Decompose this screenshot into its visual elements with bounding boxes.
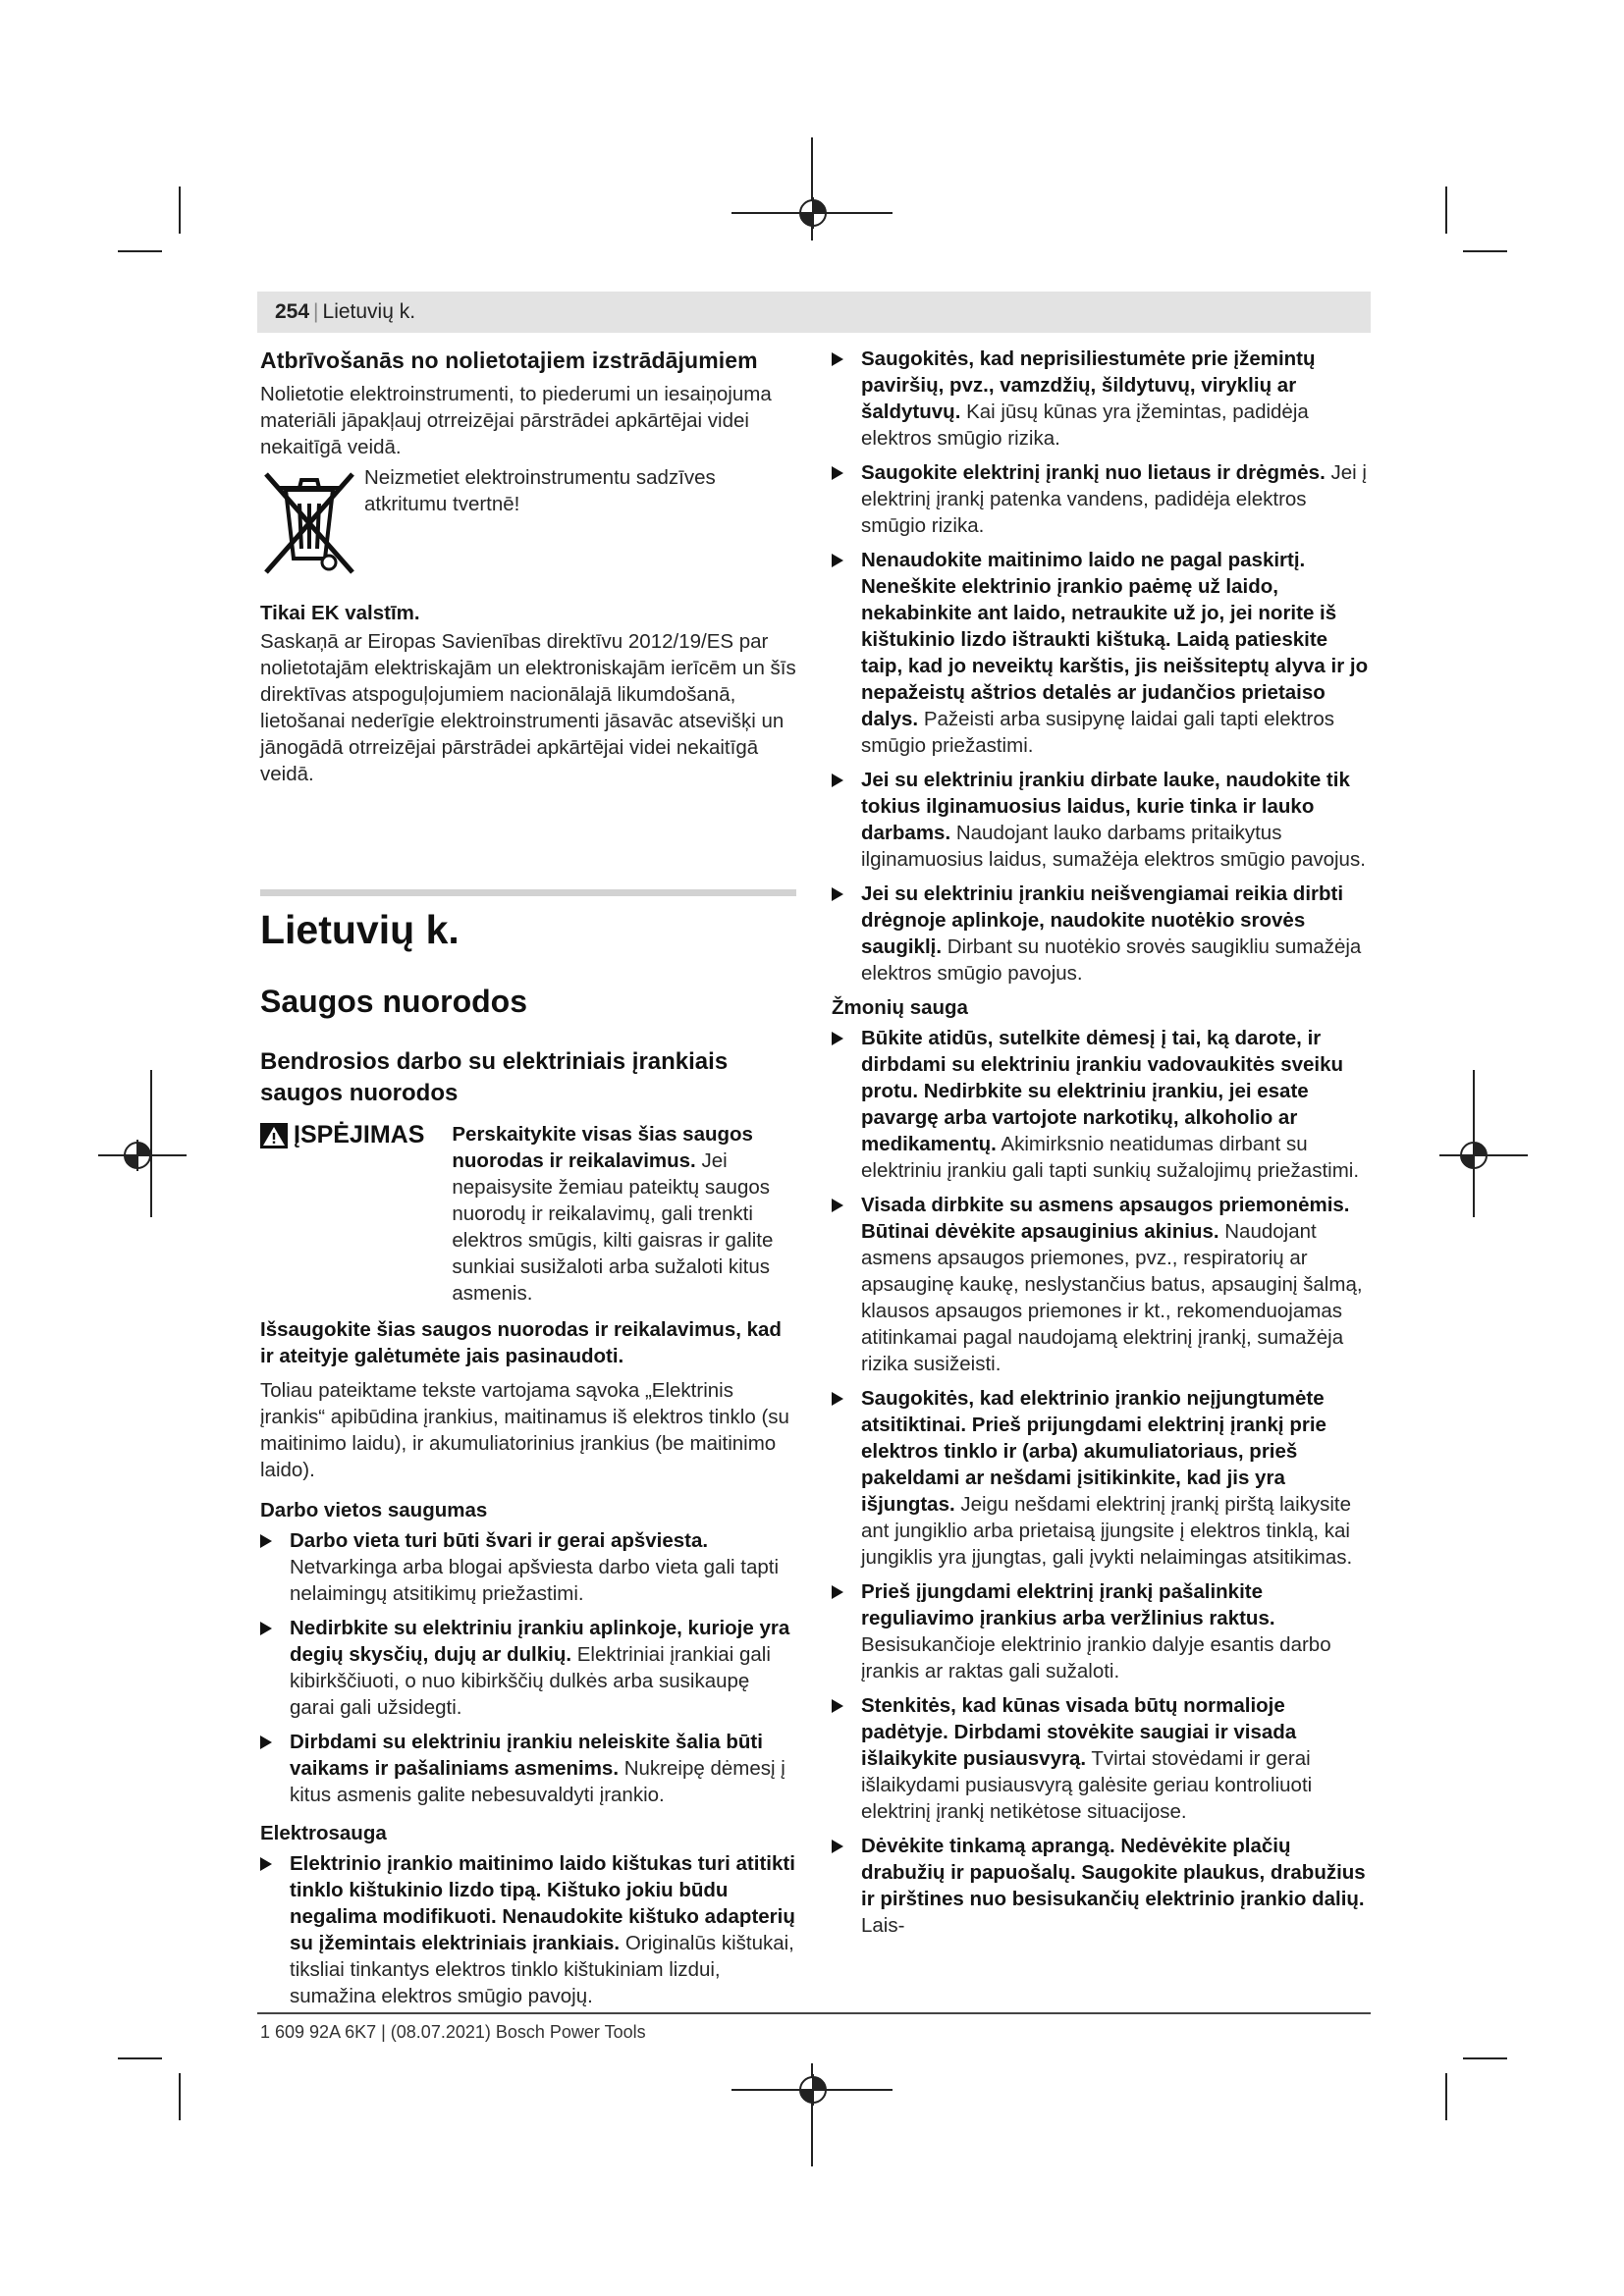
disposal-paragraph: Nolietotie elektroinstrumenti, to piederumi un iesaiņojuma materiāli jāpakļauj otrreizējai pārstrādei apkārtējai videi nekaitīgā veidā. — [260, 383, 772, 458]
list-item: Dėvėkite tinkamą aprangą. Nedėvėkite plačių drabužių ir papuošalų. Saugokite plaukus, drabužius ir pirštines nuo besisukančių elektrinio įrankio dalių. Lais- — [832, 1833, 1370, 1939]
bullet-arrow-icon — [260, 1735, 272, 1749]
list-item: Jei su elektriniu įrankiu dirbate lauke, naudokite tik tokius ilginamuosius laidus, kurie tinka ir lauko darbams. Naudojant lauko darbams pritaikytus ilginamuosius laidus, sumažėja elektros smūgio pavojus. — [832, 767, 1370, 873]
bullet-arrow-icon — [832, 1699, 843, 1713]
bullet-arrow-icon — [832, 352, 843, 366]
page-header — [257, 292, 1371, 333]
bullet-arrow-icon — [832, 466, 843, 480]
warning-block — [260, 1121, 796, 2017]
term-definition: Toliau pateiktame tekste vartojama sąvoka „Elektrinis įrankis“ apibūdina įrankius, maitinamus iš elektros tinklo (su maitinimo laidu), ir akumuliatorinius įrankius (be maitinimo laido). — [260, 1379, 789, 1481]
keep-instructions: Išsaugokite šias saugos nuorodas ir reikalavimus, kad ir ateityje galėtumėte jais pasinaudoti. — [260, 1318, 782, 1367]
list-item: Saugokite elektrinį įrankį nuo lietaus ir drėgmės. Jei į elektrinį įrankį patenka vandens, padidėja elektros smūgio rizika. — [832, 459, 1370, 539]
bullet-arrow-icon — [832, 1392, 843, 1406]
language-heading: Lietuvių k. — [260, 907, 460, 952]
crop-mark-bottom-left-v — [179, 2073, 181, 2120]
general-safety-heading: Bendrosios darbo su elektriniais įrankiais saugos nuorodos — [260, 1048, 729, 1106]
bullet-arrow-icon — [832, 774, 843, 787]
bullet-arrow-icon — [260, 1534, 272, 1548]
list-item: Stenkitės, kad kūnas visada būtų normalioje padėtyje. Dirbdami stovėkite saugiai ir visada išlaikykite pusiausvyrą. Tvirtai stovėdami ir gerai išlaikydami pusiausvyrą galėsite geriau kontroliuoti elektrinį įrankį netikėtose situacijose. — [832, 1692, 1370, 1825]
registration-mark-icon — [795, 195, 831, 231]
weee-notice — [260, 464, 796, 582]
crop-mark-bottom-right-h — [1463, 2057, 1507, 2059]
electrical-list-continued — [832, 346, 1370, 987]
bullet-arrow-icon — [832, 1032, 843, 1045]
footer-text: 1 609 92A 6K7 | (08.07.2021) Bosch Power Tools — [260, 2022, 646, 2042]
header-separator: | — [313, 300, 319, 323]
registration-mark-icon — [1456, 1138, 1491, 1173]
personal-safety-list — [832, 1025, 1370, 1939]
warning-badge — [260, 1121, 424, 1149]
weee-text: Neizmetiet elektroinstrumentu sadzīves atkritumu tvertnē! — [364, 466, 716, 515]
list-item: Būkite atidūs, sutelkite dėmesį į tai, ką darote, ir dirbdami su elektriniu įrankiu vadovaukitės sveiku protu. Nedirbkite su elektriniu įrankiu, jei esate pavargę arba vartojote narkotikų, alkoholio ar medikamentų. Akimirksnio neatidumas dirbant su elektriniu įrankiu gali tapti sunkių sužalojimų priežastimi. — [832, 1025, 1370, 1184]
warning-triangle-icon — [260, 1123, 288, 1148]
list-item: Darbo vieta turi būti švari ir gerai apšviesta. Netvarkinga arba blogai apšviesta darbo vieta gali tapti nelaimingų atsitikimų priežastimi. — [260, 1527, 796, 1607]
crossed-out-bin-icon — [260, 464, 358, 582]
work-area-list — [260, 1527, 796, 1808]
bullet-arrow-icon — [260, 1622, 272, 1635]
electrical-list — [260, 1850, 796, 2009]
crop-mark-top-left-h — [118, 250, 162, 252]
crop-mark-bottom-left-h — [118, 2057, 162, 2059]
list-item: Nedirbkite su elektriniu įrankiu aplinkoje, kurioje yra degių skysčių, dujų ar dulkių. Elektriniai įrankiai gali kibirkščiuoti, o nuo kibirkščių dulkės arba susikaupę garai gali užsidegti. — [260, 1615, 796, 1721]
list-item: Nenaudokite maitinimo laido ne pagal paskirtį. Neneškite elektrinio įrankio paėmę už laido, nekabinkite ant laido, netraukite už jo, jei norite iš kištukinio lizdo ištraukti kištuką. Laidą patieskite taip, kad jo neveiktų karštis, jis neišsiteptų alyva ir jo nepažeistų aštrios detalės ar judančios prietaiso dalys. Pažeisti arba susipynę laidai gali tapti elektros smūgio priežastimi. — [832, 547, 1370, 759]
footer-divider — [257, 2012, 1371, 2014]
list-item: Jei su elektriniu įrankiu neišvengiamai reikia dirbti drėgnoje aplinkoje, naudokite nuotėkio srovės saugiklį. Dirbant su nuotėkio srovės saugikliu sumažėja elektros smūgio pavojus. — [832, 881, 1370, 987]
work-area-title: Darbo vietos saugumas — [260, 1499, 488, 1522]
crop-mark-top-right-v — [1445, 187, 1447, 234]
eu-title: Tikai EK valstīm. — [260, 602, 420, 624]
header-language: Lietuvių k. — [322, 300, 416, 323]
safety-heading: Saugos nuorodos — [260, 984, 527, 1019]
electrical-title: Elektrosauga — [260, 1822, 387, 1844]
list-item: Elektrinio įrankio maitinimo laido kištukas turi atitikti tinklo kištukinio lizdo tipą. Kištuko jokiu būdu negalima modifikuoti. Nenaudokite kištuko adapterių su įžemintais elektriniais įrankiais. Originalūs kištukai, tiksliai tinkantys elektros tinklo kištukiniam lizdui, sumažina elektros smūgio pavojų. — [260, 1850, 796, 2009]
page-number: 254 — [275, 300, 310, 323]
eu-paragraph: Saskaņā ar Eiropas Savienības direktīvu 2012/19/ES par nolietotajām elektriskajām un elektroniskajām ierīcēm un šīs direktīvas atspoguļojumiem nacionālajā likumdošanā, lietošanai nederīgie elektroinstrumenti jāsavāc atsevišķi un jānogādā otrreizējai pārstrādei apkārtējai videi nekaitīgā veidā. — [260, 630, 796, 785]
bullet-arrow-icon — [260, 1857, 272, 1871]
left-column — [260, 346, 796, 787]
bullet-arrow-icon — [832, 1585, 843, 1599]
registration-mark-icon — [120, 1138, 155, 1173]
disposal-title: Atbrīvošanās no nolietotajiem izstrādājumiem — [260, 347, 758, 373]
warning-text: Jei nepaisysite žemiau pateiktų saugos nuorodų ir reikalavimų, gali trenkti elektros smūgis, kilti gaisras ir galite sunkiai susižaloti arba sužaloti kitus asmenis. — [452, 1149, 774, 1305]
list-item: Saugokitės, kad elektrinio įrankio neįjungtumėte atsitiktinai. Prieš prijungdami elektrinį įrankį prie elektros tinklo ir (arba) akumuliatoriaus, prieš pakeldami ar nešdami įsitikinkite, kad jis yra išjungtas. Jeigu nešdami elektrinį įrankį pirštą laikysite ant jungiklio arba prietaisą įjungsite į elektros tinklą, kai jungiklis yra įjungtas, gali įvykti nelaimingas atsitikimas. — [832, 1385, 1370, 1571]
section-divider — [260, 889, 796, 896]
bullet-arrow-icon — [832, 1199, 843, 1212]
bullet-arrow-icon — [832, 1840, 843, 1853]
list-item: Prieš įjungdami elektrinį įrankį pašalinkite reguliavimo įrankius arba veržlinius raktus. Besisukančioje elektrinio įrankio dalyje esantis darbo įrankis ar raktas gali sužaloti. — [832, 1578, 1370, 1684]
right-column — [832, 346, 1370, 1947]
warning-label: ĮSPĖJIMAS — [294, 1121, 425, 1148]
crop-mark-bottom-right-v — [1445, 2073, 1447, 2120]
list-item: Visada dirbkite su asmens apsaugos priemonėmis. Būtinai dėvėkite apsauginius akinius. Naudojant asmens apsaugos priemones, pvz., respiratorių ar apsauginę kaukę, neslystančius batus, apsauginį šalmą, klausos apsaugos priemones ir kt., rekomenduojamas atitinkamai pagal naudojamą elektrinį įrankį, sumažėja rizika susižeisti. — [832, 1192, 1370, 1377]
crop-mark-top-left-v — [179, 187, 181, 234]
list-item: Dirbdami su elektriniu įrankiu neleiskite šalia būti vaikams ir pašaliniams asmenims. Nukreipę dėmesį į kitus asmenis galite nebesuvaldyti įrankio. — [260, 1729, 796, 1808]
registration-mark-icon — [795, 2072, 831, 2108]
warning-bold-text: Perskaitykite visas šias saugos nuorodas ir reikalavimus. — [452, 1123, 753, 1172]
list-item: Saugokitės, kad neprisiliestumėte prie įžemintų paviršių, pvz., vamzdžių, šildytuvų, viryklių ar šaldytuvų. Kai jūsų kūnas yra įžemintas, padidėja elektros smūgio rizika. — [832, 346, 1370, 452]
bullet-arrow-icon — [832, 887, 843, 901]
crop-mark-top-right-h — [1463, 250, 1507, 252]
bullet-arrow-icon — [832, 554, 843, 567]
personal-safety-title: Žmonių sauga — [832, 996, 968, 1019]
